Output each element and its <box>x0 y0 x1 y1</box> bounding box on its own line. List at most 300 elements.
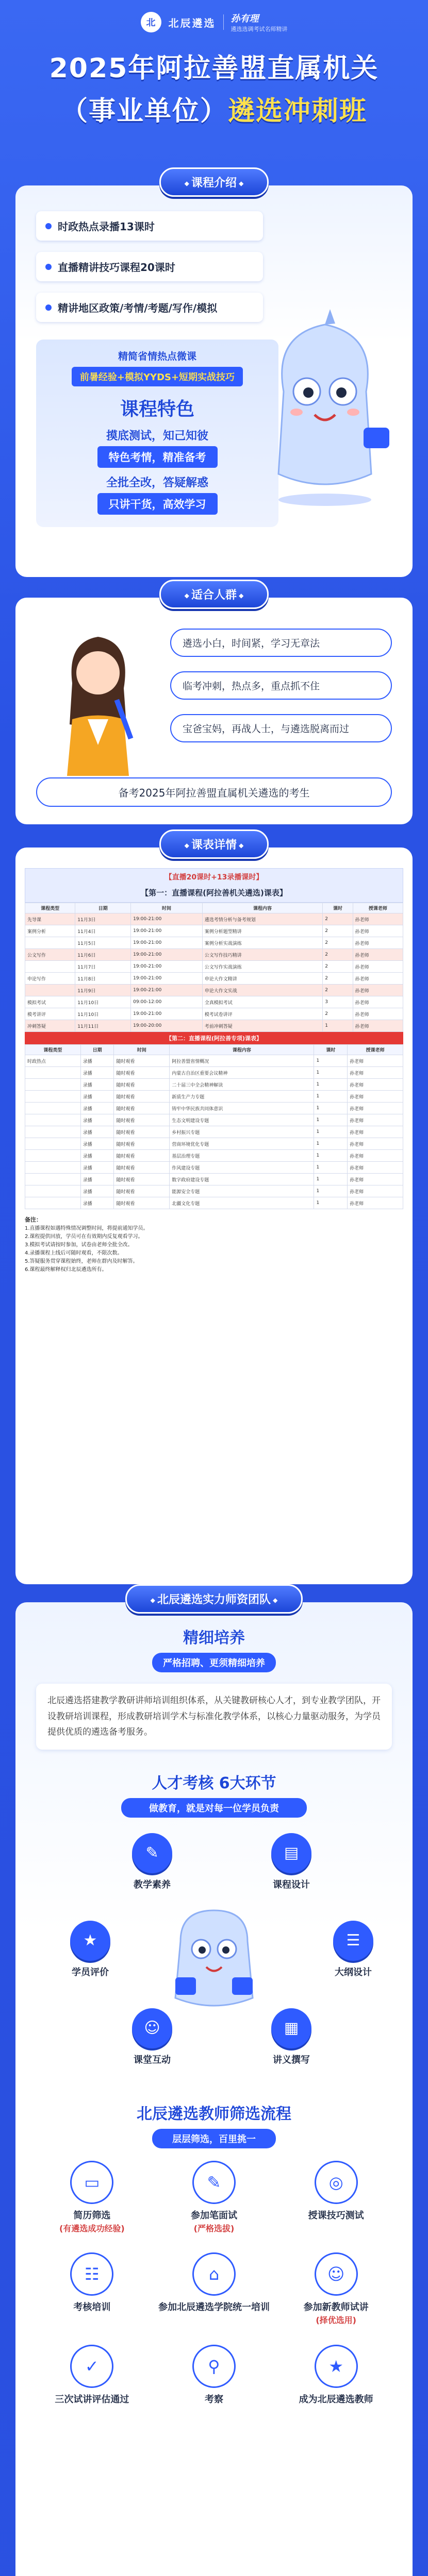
bullet-icon <box>45 264 52 270</box>
table-row <box>25 973 403 985</box>
table-cell: 录播 <box>80 1091 114 1103</box>
table-cell <box>25 1138 81 1150</box>
bullet-icon <box>45 304 52 311</box>
table-cell: 全真模拟考试 <box>202 996 322 1008</box>
table-cell: 录播 <box>80 1162 114 1174</box>
training-icon: ☷ <box>70 2252 113 2296</box>
flow-step <box>153 2345 275 2406</box>
evaluation-icon: ✓ <box>70 2345 113 2388</box>
suitable-section <box>0 580 428 824</box>
table-cell: 11月10日 <box>75 1008 131 1020</box>
feature-pair <box>36 474 278 515</box>
table-cell: 孙老师 <box>353 985 403 996</box>
intro-item-text: 直播精讲技巧课程20课时 <box>58 261 175 274</box>
six-ring <box>31 1823 397 2091</box>
column-header: 日期 <box>75 903 131 913</box>
ring-item <box>119 2008 186 2066</box>
flow-heading-block <box>31 2101 397 2148</box>
table-cell: 录播 <box>80 1126 114 1138</box>
outline-icon: ☰ <box>333 1921 373 1961</box>
course-icon: ▤ <box>271 1833 311 1873</box>
team-subheading: 严格招聘、更须精细培养 <box>152 1653 276 1672</box>
intro-item <box>36 293 263 322</box>
document-icon: ▦ <box>271 2008 311 2048</box>
ring-item <box>258 1833 325 1891</box>
table-cell: 2 <box>323 961 353 973</box>
table-row <box>25 937 403 949</box>
table-row <box>25 1162 403 1174</box>
inspect-icon: ⚲ <box>192 2345 236 2388</box>
title-line-1: 2025年阿拉善盟直属机关 <box>49 53 379 84</box>
table-cell: 11月8日 <box>75 973 131 985</box>
table-row <box>25 961 403 973</box>
table-cell <box>25 1150 81 1162</box>
suitable-list <box>170 629 392 742</box>
table-row <box>25 1114 403 1126</box>
table-cell: 1 <box>314 1114 348 1126</box>
table-cell: 11月9日 <box>75 985 131 996</box>
note-line: 3.模拟考试请按时参加，试卷由老师全批全改。 <box>25 1242 133 1248</box>
table-cell: 冲刺答疑 <box>25 1020 75 1032</box>
table-cell <box>25 1091 81 1103</box>
table-cell <box>25 1079 81 1091</box>
teacher-badge-icon: ★ <box>315 2345 358 2388</box>
intro-section <box>0 167 428 577</box>
ring-item <box>320 1921 387 1978</box>
table-cell: 孙老师 <box>348 1174 403 1185</box>
suitable-item: 宝爸宝妈，再战人士，与遴选脱离而过 <box>170 714 392 742</box>
brand-name: 孙有理 <box>231 13 259 24</box>
table-cell: 1 <box>323 1020 353 1032</box>
table-cell: 申论大作文实战 <box>202 985 322 996</box>
column-header: 课时 <box>314 1045 348 1055</box>
table-row <box>25 1008 403 1020</box>
flow-label-text: 参加笔面试 <box>190 2210 237 2221</box>
table-cell: 随时观看 <box>114 1150 170 1162</box>
table-cell: 录播 <box>80 1197 114 1209</box>
table-cell: 申论大作文精讲 <box>202 973 322 985</box>
table-cell: 模拟考试 <box>25 996 75 1008</box>
flow-label <box>275 2301 397 2327</box>
table-cell: 录播 <box>80 1150 114 1162</box>
column-header: 日期 <box>80 1045 114 1055</box>
table-cell: 乡村振兴专题 <box>170 1126 314 1138</box>
flow-step <box>275 2345 397 2406</box>
suitable-item: 临考冲刺，热点多，重点抓不住 <box>170 671 392 700</box>
intro-list <box>36 211 263 322</box>
ring-item <box>119 1833 186 1891</box>
ring-item <box>57 1921 124 1978</box>
table-cell: 孙老师 <box>353 937 403 949</box>
table-row <box>25 1055 403 1067</box>
section-header-schedule <box>0 829 428 859</box>
table-cell <box>25 961 75 973</box>
title-line-2 <box>0 89 428 128</box>
flow-label <box>153 2301 275 2314</box>
team-heading: 精细培养 <box>183 1629 245 1647</box>
suitable-summary: 备考2025年阿拉善盟直属机关遴选的考生 <box>36 777 392 807</box>
flow-step <box>31 2252 153 2327</box>
table-cell: 1 <box>314 1067 348 1079</box>
table-cell: 2 <box>323 949 353 961</box>
table-cell: 案例分析 <box>25 925 75 937</box>
feature-heading: 课程特色 <box>120 399 194 420</box>
section-label: ◆ 北辰遴选实力师资团队 ◆ <box>125 1584 303 1614</box>
feature-box <box>36 340 278 527</box>
schedule-notes <box>25 1215 403 1274</box>
table-cell: 录播 <box>80 1185 114 1197</box>
table-row <box>25 1150 403 1162</box>
table-cell: 作风建设专题 <box>170 1162 314 1174</box>
table-cell <box>25 1103 81 1114</box>
table-cell: 3 <box>323 996 353 1008</box>
flow-heading: 北辰遴选教师筛选流程 <box>137 2105 291 2123</box>
flow-label-text: 考察 <box>204 2394 223 2405</box>
six-subheading: 做教育，就是对每一位学员负责 <box>121 1798 307 1818</box>
logo-name: 北辰遴选 <box>168 16 216 29</box>
table-cell: 孙老师 <box>353 925 403 937</box>
column-header: 课程内容 <box>170 1045 314 1055</box>
table-row <box>25 1103 403 1114</box>
flow-step <box>31 2345 153 2406</box>
flow-label-text: 参加新教师试讲 <box>303 2302 369 2313</box>
table-cell <box>25 985 75 996</box>
table-cell: 19:00-21:00 <box>131 961 203 973</box>
feature-highlight: 前暑经验+模拟YYDS+短期实战技巧 <box>72 367 243 386</box>
column-header: 时间 <box>114 1045 170 1055</box>
table-cell: 孙老师 <box>348 1162 403 1174</box>
flow-label-text: 参加北辰遴选学院统一培训 <box>158 2302 270 2313</box>
teaching-test-icon: ◎ <box>315 2161 358 2204</box>
feature-badge: 只讲干货，高效学习 <box>97 493 218 515</box>
team-heading-block <box>31 1625 397 1672</box>
flow-label-text: 考核培训 <box>73 2302 111 2313</box>
flow-label <box>275 2209 397 2222</box>
table-cell: 19:00-21:00 <box>131 985 203 996</box>
table-cell <box>25 1174 81 1185</box>
table-cell: 孙老师 <box>348 1079 403 1091</box>
table-cell <box>25 937 75 949</box>
exam-icon: ✎ <box>192 2161 236 2204</box>
intro-item-text: 时政热点录播13课时 <box>58 221 155 233</box>
table-cell: 19:00-21:00 <box>131 949 203 961</box>
column-header: 课程类型 <box>25 1045 81 1055</box>
table-cell: 北疆文化专题 <box>170 1197 314 1209</box>
table-row <box>25 1126 403 1138</box>
table-cell: 考前冲刺答疑 <box>202 1020 322 1032</box>
feature-pair <box>36 427 278 468</box>
table-cell: 2 <box>323 913 353 925</box>
flow-note: (有遴选成功经验) <box>59 2223 125 2233</box>
table-cell: 数字政府建设专题 <box>170 1174 314 1185</box>
title-line-2-highlight: 遴选冲刺班 <box>228 96 368 127</box>
table-cell: 生态文明建设专题 <box>170 1114 314 1126</box>
intro-item <box>36 252 263 281</box>
notes-title: 备注： <box>25 1216 42 1223</box>
flow-grid <box>31 2161 397 2406</box>
table-cell: 11月10日 <box>75 996 131 1008</box>
table-cell: 孙老师 <box>353 1008 403 1020</box>
flow-label <box>153 2209 275 2235</box>
table-cell: 随时观看 <box>114 1138 170 1150</box>
table-cell <box>25 1114 81 1126</box>
note-line: 1.直播课程如遇特殊情况调整时间，将提前通知学员。 <box>25 1226 149 1231</box>
table-cell: 随时观看 <box>114 1091 170 1103</box>
team-paragraph: 北辰遴选搭建教学教研讲师培训组织体系，从关键教研核心人才，到专业教学团队，开设教研培训课程，形成教研培训学术与标准化教学体系，以核心力量驱动服务，为学员提供优质的遴选备考服务。 <box>36 1684 392 1750</box>
bullet-icon <box>45 223 52 229</box>
ring-label: 教学素养 <box>134 1879 171 1890</box>
table-cell: 19:00-20:00 <box>131 1020 203 1032</box>
logo-bar <box>0 0 428 33</box>
table-cell: 新质生产力专题 <box>170 1091 314 1103</box>
schedule-card <box>15 848 413 1584</box>
table-cell: 孙老师 <box>348 1126 403 1138</box>
table-cell: 随时观看 <box>114 1079 170 1091</box>
table-cell: 孙老师 <box>348 1138 403 1150</box>
schedule-section <box>0 829 428 1584</box>
flow-label <box>153 2393 275 2406</box>
table-cell: 09:00-12:00 <box>131 996 203 1008</box>
flow-label <box>275 2393 397 2406</box>
brand-subtitle: 遴选选调考试名师精讲 <box>231 26 288 32</box>
table-cell: 1 <box>314 1197 348 1209</box>
schedule-body-a <box>25 913 403 1032</box>
table-cell: 随时观看 <box>114 1185 170 1197</box>
schedule-title-1: 【直播20课时+13录播课时】 <box>164 873 264 882</box>
table-cell: 19:00-21:00 <box>131 973 203 985</box>
ring-item <box>258 2008 325 2066</box>
ring-label: 学员评价 <box>72 1967 109 1978</box>
feature-badge: 特色考情，精准备考 <box>97 446 218 468</box>
table-cell: 2 <box>323 973 353 985</box>
six-heading: 人才考核 6大环节 <box>152 1774 276 1792</box>
mascot-icon <box>253 304 397 510</box>
suitable-card <box>15 598 413 824</box>
title-line-2-prefix: （事业单位） <box>60 96 228 127</box>
table-cell <box>25 1162 81 1174</box>
table-row <box>25 1079 403 1091</box>
flow-step <box>153 2252 275 2327</box>
table-cell: 录播 <box>80 1174 114 1185</box>
table-cell: 先导课 <box>25 913 75 925</box>
table-cell: 随时观看 <box>114 1114 170 1126</box>
table-row <box>25 1174 403 1185</box>
table-cell: 营商环境优化专题 <box>170 1138 314 1150</box>
table-cell: 1 <box>314 1091 348 1103</box>
table-cell: 随时观看 <box>114 1174 170 1185</box>
note-line: 2.课程提供回放，学员可在有效期内反复观看学习。 <box>25 1234 143 1240</box>
table-row <box>25 1067 403 1079</box>
note-line: 4.录播课程上线后可随时观看，不限次数。 <box>25 1250 123 1256</box>
schedule-title-2: 【第一：直播课程(阿拉善机关遴选)课表】 <box>141 888 287 897</box>
table-cell: 遴选考情分析与备考规划 <box>202 913 322 925</box>
schedule-body-b <box>25 1055 403 1209</box>
table-cell <box>25 1185 81 1197</box>
table-cell: 随时观看 <box>114 1067 170 1079</box>
table-cell: 随时观看 <box>114 1162 170 1174</box>
table-cell <box>25 1067 81 1079</box>
flow-subheading: 层层筛选，百里挑一 <box>152 2129 276 2148</box>
table-cell: 孙老师 <box>348 1067 403 1079</box>
table-cell: 孙老师 <box>353 973 403 985</box>
page-title <box>0 46 428 128</box>
team-card <box>15 1602 413 2576</box>
logo-divider <box>223 14 224 30</box>
logo-icon: 北 <box>141 12 161 32</box>
section-header-intro <box>0 167 428 197</box>
table-cell: 孙老师 <box>348 1185 403 1197</box>
column-header: 授课老师 <box>348 1045 403 1055</box>
trial-lecture-icon: ☺ <box>315 2252 358 2296</box>
academy-icon: ⌂ <box>192 2252 236 2296</box>
suitable-item: 遴选小白，时间紧，学习无章法 <box>170 629 392 657</box>
flow-label <box>31 2393 153 2406</box>
table-cell: 模考试卷讲评 <box>202 1008 322 1020</box>
section-header-suitable <box>0 580 428 609</box>
table-row <box>25 949 403 961</box>
table-cell: 随时观看 <box>114 1103 170 1114</box>
evaluation-icon: ★ <box>70 1921 110 1961</box>
table-cell: 1 <box>314 1174 348 1185</box>
table-cell: 录播 <box>80 1079 114 1091</box>
flow-label <box>31 2209 153 2235</box>
table-row <box>25 1197 403 1209</box>
table-cell: 公文写作实战演练 <box>202 961 322 973</box>
table-cell: 孙老师 <box>353 949 403 961</box>
table-cell: 1 <box>314 1103 348 1114</box>
flow-label-text: 简历筛选 <box>73 2210 111 2221</box>
intro-item <box>36 211 263 241</box>
table-cell: 公文写作 <box>25 949 75 961</box>
table-cell: 19:00-21:00 <box>131 937 203 949</box>
section-label: ◆ 适合人群 ◆ <box>159 580 269 609</box>
table-cell: 11月11日 <box>75 1020 131 1032</box>
table-cell: 2 <box>323 925 353 937</box>
flow-step <box>275 2161 397 2235</box>
table-cell: 随时观看 <box>114 1197 170 1209</box>
flow-step <box>153 2161 275 2235</box>
table-cell: 19:00-21:00 <box>131 913 203 925</box>
intro-item-text: 精讲地区政策/考情/考题/写作/模拟 <box>58 302 218 314</box>
table-cell: 1 <box>314 1079 348 1091</box>
flow-label-text: 成为北辰遴选教师 <box>299 2394 373 2405</box>
ring-label: 大纲设计 <box>335 1967 372 1978</box>
section-label: ◆ 课表详情 ◆ <box>159 829 269 859</box>
table-cell: 基层治理专题 <box>170 1150 314 1162</box>
column-header: 授课老师 <box>353 903 403 913</box>
table-cell: 11月4日 <box>75 925 131 937</box>
table-row <box>25 925 403 937</box>
table-row <box>25 996 403 1008</box>
flow-label <box>31 2301 153 2314</box>
table-row <box>25 1138 403 1150</box>
note-line: 6.课程最终解释权归北辰遴选所有。 <box>25 1267 107 1273</box>
column-header: 课程内容 <box>202 903 322 913</box>
table-cell: 2 <box>323 937 353 949</box>
table-cell: 案例分析题型精讲 <box>202 925 322 937</box>
intro-card <box>15 185 413 577</box>
table-cell: 1 <box>314 1150 348 1162</box>
column-header: 课程类型 <box>25 903 75 913</box>
table-cell: 内蒙古自治区重要会议精神 <box>170 1067 314 1079</box>
mascot-icon <box>160 1900 268 2013</box>
feature-top: 精简省情热点微课 <box>118 351 196 362</box>
feature-line: 摸底测试，知己知彼 <box>106 430 208 443</box>
teaching-icon: ✎ <box>132 1833 172 1873</box>
table-cell: 公文写作技巧精讲 <box>202 949 322 961</box>
table-row <box>25 985 403 996</box>
table-cell: 申论写作 <box>25 973 75 985</box>
flow-note: (严格选拔) <box>193 2223 235 2233</box>
table-cell: 孙老师 <box>348 1197 403 1209</box>
table-cell: 能源安全专题 <box>170 1185 314 1197</box>
table-cell: 1 <box>314 1126 348 1138</box>
table-cell: 时政热点 <box>25 1055 81 1067</box>
team-section <box>0 1584 428 2576</box>
brand-block <box>231 11 288 33</box>
table-cell: 1 <box>314 1138 348 1150</box>
table-cell: 录播 <box>80 1055 114 1067</box>
table-cell: 阿拉善盟省情概况 <box>170 1055 314 1067</box>
ring-label: 课程设计 <box>273 1879 310 1890</box>
schedule-table-b <box>25 1044 403 1209</box>
feature-line: 全批全改，答疑解惑 <box>106 477 208 489</box>
table-cell: 录播 <box>80 1138 114 1150</box>
table-cell: 录播 <box>80 1114 114 1126</box>
table-cell: 11月6日 <box>75 949 131 961</box>
table-cell: 1 <box>314 1162 348 1174</box>
schedule-section-bar: 【第二：直播课程(阿拉善专项)课表】 <box>25 1032 403 1044</box>
table-cell: 1 <box>314 1185 348 1197</box>
table-cell: 11月7日 <box>75 961 131 973</box>
table-cell: 随时观看 <box>114 1126 170 1138</box>
table-cell: 2 <box>323 985 353 996</box>
ring-label: 讲义撰写 <box>273 2054 310 2065</box>
interaction-icon: ☺ <box>132 2008 172 2048</box>
flow-step <box>31 2161 153 2235</box>
six-heading-block <box>31 1770 397 1818</box>
table-cell: 孙老师 <box>353 1020 403 1032</box>
table-cell: 案例分析实战演练 <box>202 937 322 949</box>
table-cell: 随时观看 <box>114 1055 170 1067</box>
section-label: ◆ 课程介绍 ◆ <box>159 167 269 197</box>
table-cell: 孙老师 <box>353 961 403 973</box>
note-line: 5.答疑服务贯穿课程始终，老师在群内及时解答。 <box>25 1259 138 1264</box>
table-row <box>25 1091 403 1103</box>
section-header-team <box>0 1584 428 1614</box>
table-cell: 孙老师 <box>348 1103 403 1114</box>
table-cell: 孙老师 <box>348 1055 403 1067</box>
table-row <box>25 1020 403 1032</box>
table-cell: 二十届三中全会精神解读 <box>170 1079 314 1091</box>
table-cell: 11月5日 <box>75 937 131 949</box>
schedule-table-a <box>25 903 403 1032</box>
column-header: 时间 <box>131 903 203 913</box>
flow-label-text: 授课技巧测试 <box>308 2210 364 2221</box>
resume-icon: ▭ <box>70 2161 113 2204</box>
table-cell <box>25 1197 81 1209</box>
table-cell: 1 <box>314 1055 348 1067</box>
table-cell: 孙老师 <box>353 996 403 1008</box>
flow-step <box>275 2252 397 2327</box>
table-cell: 孙老师 <box>353 913 403 925</box>
flow-note: (择优选用) <box>316 2315 356 2326</box>
schedule-header <box>25 868 403 903</box>
teacher-illustration-icon <box>36 621 160 776</box>
table-cell <box>25 1126 81 1138</box>
table-cell: 孙老师 <box>348 1150 403 1162</box>
table-row <box>25 1185 403 1197</box>
